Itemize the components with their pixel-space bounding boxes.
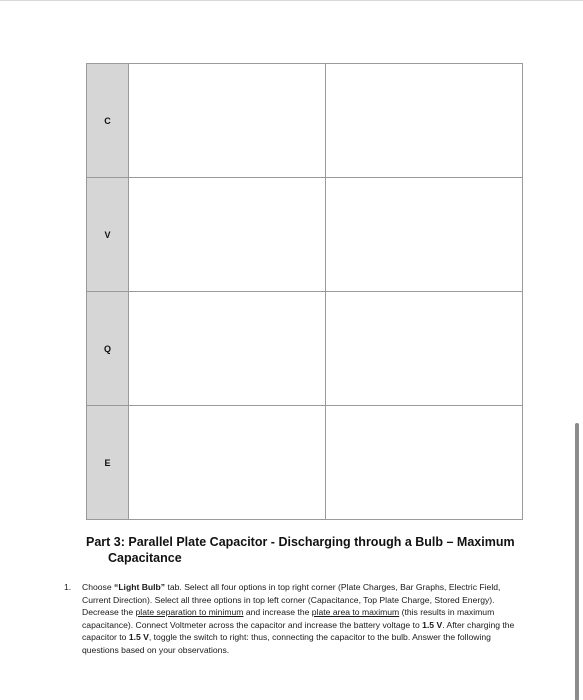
instruction-text: tab. Select all four options in top right corner (Plate Charges, Bar Graphs, Electric Field, Current Direction). Select all three options in top left corner (Capacitance, Top Plate Charge, Stored Energy). Decrease the [82, 582, 501, 618]
row-label-e: E [87, 406, 129, 520]
instruction-underlined: plate area to maximum [311, 607, 400, 618]
row-label-q: Q [87, 292, 129, 406]
answer-cell [326, 406, 523, 520]
instruction-text: (this results in maximum capacitance). Connect Voltmeter across the capacitor and increase the battery voltage to [82, 607, 495, 630]
table-row [87, 64, 523, 178]
table-row [87, 406, 523, 520]
row-label-v: V [87, 178, 129, 292]
list-number: 1. [64, 582, 72, 592]
table-row [87, 178, 523, 292]
instruction-text: Choose [82, 582, 115, 592]
section-heading [86, 534, 546, 566]
answer-cell [326, 292, 523, 406]
section-heading-line1: Part 3: Parallel Plate Capacitor - Discharging through a Bulb – Maximum [86, 535, 515, 549]
table-row [87, 292, 523, 406]
answer-cell [326, 64, 523, 178]
answer-cell [129, 64, 326, 178]
answer-cell [326, 178, 523, 292]
answer-cell [129, 406, 326, 520]
instruction-voltage: 1.5 V [128, 632, 149, 643]
instruction-text: and increase the [243, 607, 312, 618]
scrollbar[interactable] [575, 423, 579, 700]
instruction-voltage: 1.5 V [422, 619, 443, 630]
list-item [60, 581, 520, 657]
answer-cell [129, 178, 326, 292]
instruction-underlined: plate separation to minimum [135, 607, 244, 618]
answer-cell [129, 292, 326, 406]
instruction-text: , toggle the switch to right: thus, connecting the capacitor to the bulb. Answer the following questions based on your observations. [82, 632, 491, 655]
instruction-text: . After charging the capacitor to [82, 619, 515, 643]
instruction-tab-name: “Light Bulb” [114, 582, 166, 592]
instruction-list [60, 581, 520, 657]
row-label-c: C [87, 64, 129, 178]
data-table [86, 63, 523, 520]
section-heading-line2: Capacitance [108, 551, 182, 565]
